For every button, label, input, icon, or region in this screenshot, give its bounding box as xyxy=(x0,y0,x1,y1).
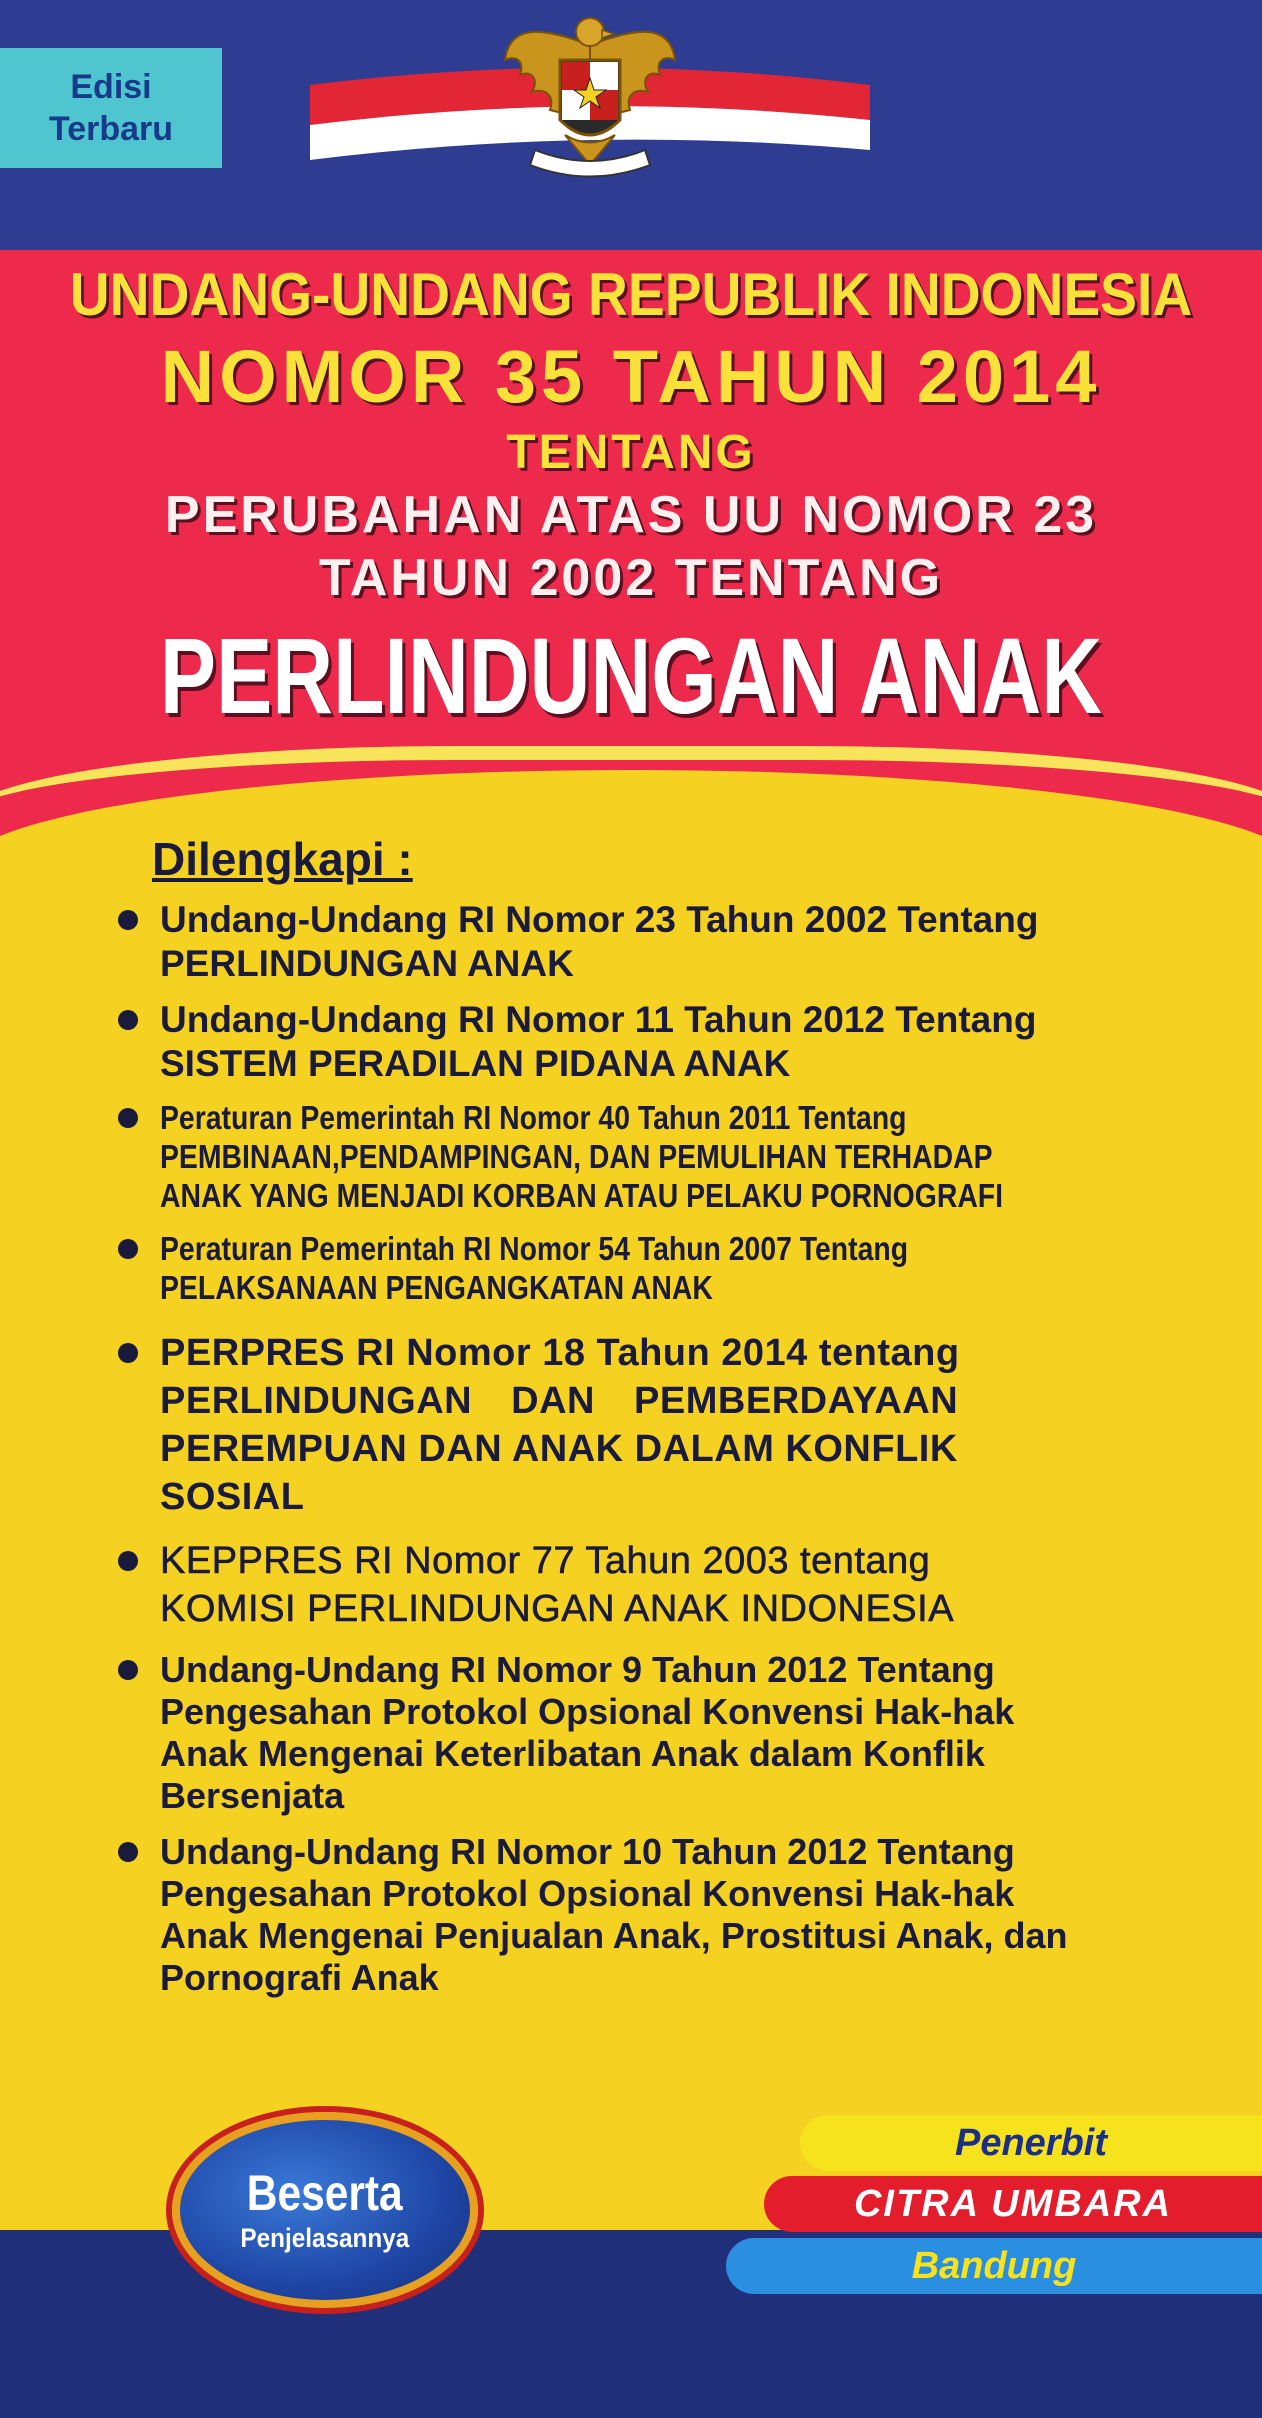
title-line-1: UNDANG-UNDANG REPUBLIK INDONESIA xyxy=(69,261,1193,328)
main-title: PERLINDUNGAN ANAK xyxy=(159,615,1103,736)
title-line-4: PERUBAHAN ATAS UU NOMOR 23 xyxy=(164,486,1098,544)
list-item-line: Pengesahan Protokol Opsional Konvensi Hak-hak xyxy=(160,1873,1015,1914)
edition-badge-line2: Terbaru xyxy=(48,110,174,148)
edition-badge xyxy=(0,48,222,168)
list-item-line: PERLINDUNGAN ANAK xyxy=(160,943,574,984)
title-line-5: TAHUN 2002 TENTANG xyxy=(318,549,944,607)
bullet-icon xyxy=(118,1108,138,1128)
list-item xyxy=(110,1098,1160,1215)
list-item-line: Undang-Undang RI Nomor 11 Tahun 2012 Tentang xyxy=(160,999,1037,1040)
list-item-line: Peraturan Pemerintah RI Nomor 54 Tahun 2007 Tentang xyxy=(160,1230,909,1267)
bullet-icon xyxy=(118,1660,138,1680)
list-item-line: Anak Mengenai Penjualan Anak, Prostitusi Anak, dan xyxy=(160,1915,1068,1956)
list-item xyxy=(110,998,1160,1086)
list-item-line: Peraturan Pemerintah RI Nomor 40 Tahun 2011 Tentang xyxy=(160,1099,907,1136)
list-item-line: Anak Mengenai Keterlibatan Anak dalam Konflik xyxy=(160,1733,985,1774)
publisher-label: Penerbit xyxy=(800,2115,1262,2171)
bullet-icon xyxy=(118,910,138,930)
list-item xyxy=(110,1329,1160,1521)
title-block xyxy=(0,258,1262,742)
list-item-line: PEREMPUAN DAN ANAK DALAM KONFLIK xyxy=(160,1428,958,1470)
list-item-line: PEMBINAAN,PENDAMPINGAN, DAN PEMULIHAN TERHADAP xyxy=(160,1138,993,1175)
contents-heading: Dilengkapi : xyxy=(152,833,413,885)
beserta-badge xyxy=(172,2112,478,2308)
list-item-line: PERPRES RI Nomor 18 Tahun 2014 tentang xyxy=(160,1332,960,1374)
bullet-icon xyxy=(118,1842,138,1862)
bullet-icon xyxy=(118,1010,138,1030)
list-item-line: KOMISI PERLINDUNGAN ANAK INDONESIA xyxy=(160,1588,955,1630)
title-line-3: TENTANG xyxy=(506,426,756,479)
list-item-line: Undang-Undang RI Nomor 9 Tahun 2012 Tentang xyxy=(160,1649,995,1690)
list-item xyxy=(110,898,1160,986)
list-item xyxy=(110,1537,1160,1633)
title-line-2: NOMOR 35 TAHUN 2014 xyxy=(160,335,1102,418)
list-item-line: Bersenjata xyxy=(160,1775,345,1816)
garuda-pancasila-emblem-icon xyxy=(310,0,870,190)
list-item xyxy=(110,1649,1160,1817)
list-item-line: Undang-Undang RI Nomor 10 Tahun 2012 Tentang xyxy=(160,1831,1015,1872)
list-item-line: SOSIAL xyxy=(160,1476,305,1518)
publisher-city: Bandung xyxy=(726,2238,1262,2294)
beserta-subtitle: Penjelasannya xyxy=(240,2223,410,2253)
list-item-line: Pornografi Anak xyxy=(160,1957,439,1998)
list-item-line: SISTEM PERADILAN PIDANA ANAK xyxy=(160,1043,791,1084)
contents-list xyxy=(110,898,1160,2013)
beserta-title: Beserta xyxy=(247,2165,403,2221)
list-item-line: KEPPRES RI Nomor 77 Tahun 2003 tentang xyxy=(160,1540,931,1582)
bullet-icon xyxy=(118,1551,138,1571)
bullet-icon xyxy=(118,1343,138,1363)
list-item-line: PERLINDUNGAN DAN PEMBERDAYAAN xyxy=(160,1380,959,1422)
list-item-line: ANAK YANG MENJADI KORBAN ATAU PELAKU PORNOGRAFI xyxy=(160,1177,1004,1214)
list-item xyxy=(110,1831,1160,1999)
list-item-line: Undang-Undang RI Nomor 23 Tahun 2002 Tentang xyxy=(160,899,1039,940)
edition-badge-line1: Edisi xyxy=(70,68,152,106)
bullet-icon xyxy=(118,1239,138,1259)
list-item xyxy=(110,1229,1160,1307)
list-item-line: PELAKSANAAN PENGANGKATAN ANAK xyxy=(160,1269,713,1306)
publisher-name: CITRA UMBARA xyxy=(764,2176,1262,2232)
list-item-line: Pengesahan Protokol Opsional Konvensi Hak-hak xyxy=(160,1691,1015,1732)
